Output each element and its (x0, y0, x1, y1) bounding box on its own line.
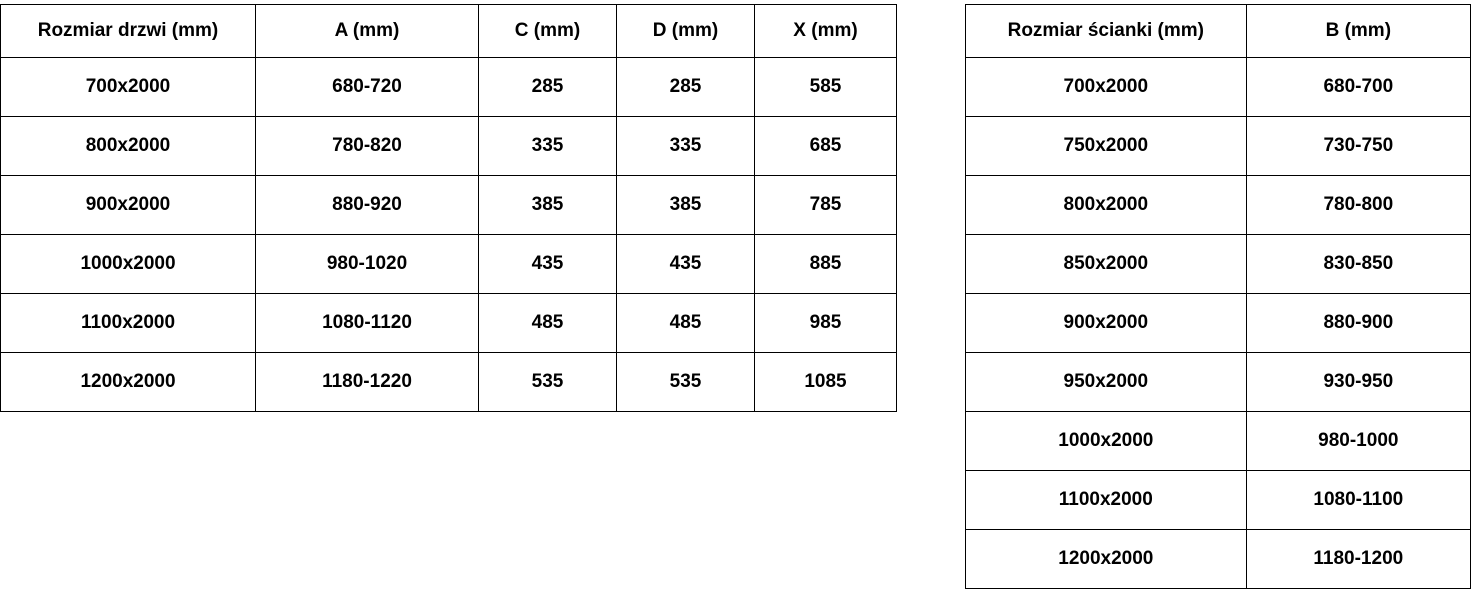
cell-door-size: 1200x2000 (1, 353, 256, 412)
table-row (966, 117, 1471, 176)
cell-d: 435 (617, 235, 755, 294)
cell-c: 335 (479, 117, 617, 176)
cell-x: 685 (755, 117, 897, 176)
table-row (966, 235, 1471, 294)
table-row (966, 471, 1471, 530)
cell-d: 535 (617, 353, 755, 412)
cell-b: 1180-1200 (1246, 530, 1470, 589)
column-header-c: C (mm) (479, 5, 617, 58)
cell-door-size: 700x2000 (1, 58, 256, 117)
table-row (966, 176, 1471, 235)
cell-wall-size: 750x2000 (966, 117, 1247, 176)
table-row (966, 58, 1471, 117)
column-header-a: A (mm) (256, 5, 479, 58)
column-header-d: D (mm) (617, 5, 755, 58)
table-row (1, 117, 897, 176)
cell-a: 680-720 (256, 58, 479, 117)
door-size-table-container (0, 4, 897, 412)
cell-wall-size: 900x2000 (966, 294, 1247, 353)
table-row (966, 530, 1471, 589)
cell-b: 830-850 (1246, 235, 1470, 294)
table-row (1, 58, 897, 117)
cell-b: 980-1000 (1246, 412, 1470, 471)
wall-size-table-container (965, 4, 1471, 589)
cell-b: 680-700 (1246, 58, 1470, 117)
cell-wall-size: 700x2000 (966, 58, 1247, 117)
wall-size-table (965, 4, 1471, 589)
cell-wall-size: 800x2000 (966, 176, 1247, 235)
cell-d: 485 (617, 294, 755, 353)
cell-door-size: 1000x2000 (1, 235, 256, 294)
cell-b: 730-750 (1246, 117, 1470, 176)
column-header-door-size: Rozmiar drzwi (mm) (1, 5, 256, 58)
cell-wall-size: 950x2000 (966, 353, 1247, 412)
cell-door-size: 900x2000 (1, 176, 256, 235)
cell-b: 930-950 (1246, 353, 1470, 412)
cell-c: 485 (479, 294, 617, 353)
cell-x: 885 (755, 235, 897, 294)
door-size-table (0, 4, 897, 412)
table-row (966, 412, 1471, 471)
table-row (1, 294, 897, 353)
table-row (966, 353, 1471, 412)
cell-x: 985 (755, 294, 897, 353)
cell-wall-size: 1200x2000 (966, 530, 1247, 589)
cell-d: 335 (617, 117, 755, 176)
table-row (966, 294, 1471, 353)
column-header-wall-size: Rozmiar ścianki (mm) (966, 5, 1247, 58)
cell-c: 285 (479, 58, 617, 117)
column-header-x: X (mm) (755, 5, 897, 58)
cell-wall-size: 1000x2000 (966, 412, 1247, 471)
cell-c: 535 (479, 353, 617, 412)
cell-a: 1180-1220 (256, 353, 479, 412)
cell-c: 435 (479, 235, 617, 294)
table-row (1, 176, 897, 235)
cell-b: 880-900 (1246, 294, 1470, 353)
cell-x: 585 (755, 58, 897, 117)
table-header-row (1, 5, 897, 58)
column-header-b: B (mm) (1246, 5, 1470, 58)
cell-x: 1085 (755, 353, 897, 412)
cell-a: 980-1020 (256, 235, 479, 294)
cell-a: 880-920 (256, 176, 479, 235)
cell-d: 285 (617, 58, 755, 117)
table-row (1, 235, 897, 294)
cell-d: 385 (617, 176, 755, 235)
cell-b: 780-800 (1246, 176, 1470, 235)
cell-door-size: 1100x2000 (1, 294, 256, 353)
cell-a: 780-820 (256, 117, 479, 176)
cell-c: 385 (479, 176, 617, 235)
cell-a: 1080-1120 (256, 294, 479, 353)
table-row (1, 353, 897, 412)
cell-door-size: 800x2000 (1, 117, 256, 176)
cell-x: 785 (755, 176, 897, 235)
table-header-row (966, 5, 1471, 58)
cell-wall-size: 850x2000 (966, 235, 1247, 294)
cell-b: 1080-1100 (1246, 471, 1470, 530)
cell-wall-size: 1100x2000 (966, 471, 1247, 530)
